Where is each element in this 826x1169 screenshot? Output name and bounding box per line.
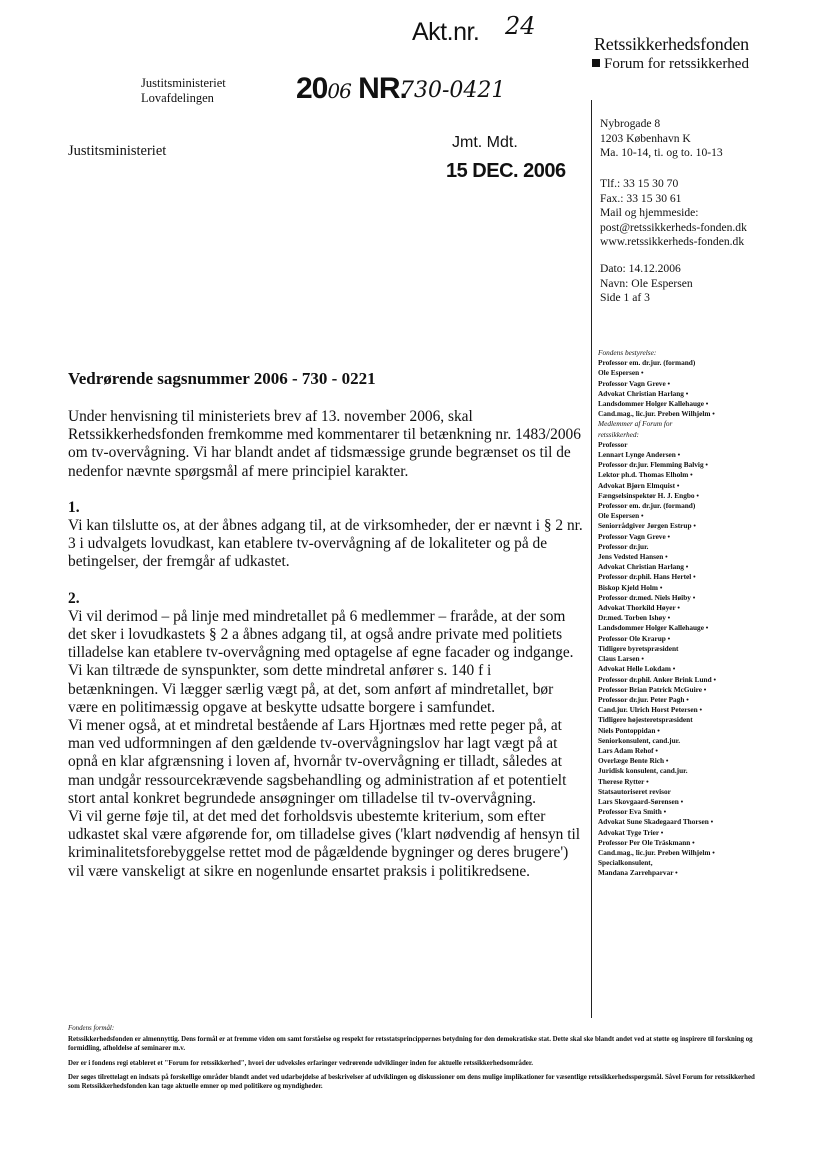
akt-nr-label: Akt.nr.	[412, 18, 480, 46]
letter-subject: Vedrørende sagsnummer 2006 - 730 - 0221	[68, 369, 376, 388]
page-number: Side 1 af 3	[600, 291, 650, 304]
member-item: Professor em. dr.jur. (formand)	[598, 358, 696, 368]
member-item: Tidligere byretspræsident	[598, 643, 679, 653]
member-item: Landsdommer Holger Kallehauge •	[598, 399, 709, 409]
member-item: Claus Larsen •	[598, 654, 644, 664]
member-item: Jens Vedsted Hansen •	[598, 552, 668, 562]
member-item: Lennart Lynge Andersen •	[598, 450, 681, 460]
letter-author: Navn: Ole Espersen	[600, 276, 693, 290]
email: post@retssikkerheds-fonden.dk	[600, 220, 747, 234]
footer-purpose	[68, 1024, 768, 1096]
phone: Tlf.: 33 15 30 70	[600, 177, 679, 190]
member-item: Advokat Christian Harlang •	[598, 562, 689, 572]
member-item: Professor Eva Smith •	[598, 807, 667, 817]
sender-contact: Tlf.: 33 15 30 70 Fax.: 33 15 30 61 Mail og hjemmeside: post@retssikkerheds-fonden.dk www.retssikkerheds-fonden.dk	[600, 177, 747, 248]
member-item: Fængselsinspektør H. J. Engbo •	[598, 490, 699, 500]
journal-nr-stamp	[296, 72, 407, 106]
akt-nr-handwritten: 24	[505, 12, 536, 40]
member-item: Statsautoriseret revisor	[598, 786, 671, 796]
section-2-paragraph-c: Vi vil gerne føje til, at det med det forholdsvis ubestemte kriterium, som efter udkastet skal være afgørende for, om tilladelse gives ('klart nødvendig af hensyn til kriminalitetsforebyggelse rettet mod de pågældende bygninger og deres brugere') vil være vanskeligt at sikre en nogenlunde ensartet praksis i politikredsene.	[68, 808, 581, 880]
member-item: Seniorkonsulent, cand.jur.	[598, 735, 681, 745]
forum-list	[598, 440, 778, 879]
member-item: Mandana Zarrehparvar •	[598, 868, 678, 878]
member-item: Lars Skovgaard-Sørensen •	[598, 796, 684, 806]
member-item: Advokat Thorkild Høyer •	[598, 603, 680, 613]
member-item: Cand.jur. Ulrich Horst Petersen •	[598, 705, 703, 715]
member-item: Niels Pontoppidan •	[598, 725, 660, 735]
journal-year-prefix: 20	[296, 72, 328, 105]
board-members: Fondens bestyrelse: Professor em. dr.jur. (formand) Ole Espersen • Professor Vagn Greve • Advokat Christian Harlang • Landsdommer Holger Kallehauge • Cand.mag., lic.jur. Preben Wilhjelm • Medlemmer af Forum for retssikkerhed: Professor Lennart Lynge Andersen • Professor dr.jur. Flemming Balvig • Lektor ph.d. Thomas Elholm • Advokat Bjørn Elmquist • Fængselsinspektør H. J. Engbo • Professor em. dr.jur. (formand) Ole Espersen • Seniorrådgiver Jørgen Estrup • Professor Vagn Greve • Professor dr.jur. Jens Vedsted Hansen • Advokat Christian Harlang • Professor dr.phil. Hans Hertel • Biskop Kjeld Holm • Professor dr.med. Niels Høiby • Advokat Thorkild Høyer • Dr.med. Torben Ishøy • Landsdommer Holger Kallehauge • Professor Ole Krarup • Tidligere byretspræsident Claus Larsen • Advokat Helle Lokdam • Professor dr.phil. Anker Brink Lund • Professor Brian Patrick McGuire • Professor dr.jur. Peter Pagh • Cand.jur. Ulrich Horst Petersen • Tidligere højesteretspræsident Niels Pontoppidan • Seniorkonsulent, cand.jur. Lars Adam Rehof • Overlæge Bente Rich • Juridisk konsulent, cand.jur. Therese Rytter • Statsautoriseret revisor Lars Skovgaard-Sørensen • Professor Eva Smith • Advokat Sune Skadegaard Thorsen • Advokat Tyge Trier • Professor Per Ole Träskmann • Cand.mag., lic.jur. Preben Wilhjelm • Specialkonsulent, Mandana Zarrehparvar •	[598, 348, 778, 879]
member-item: Ole Espersen •	[598, 511, 644, 521]
member-item: Biskop Kjeld Holm •	[598, 582, 663, 592]
square-bullet-icon	[592, 59, 600, 67]
member-item: Overlæge Bente Rich •	[598, 756, 669, 766]
sender-name: Retssikkerhedsfonden	[594, 34, 749, 54]
member-item: Ole Espersen •	[598, 368, 644, 378]
member-item: Professor Brian Patrick McGuire •	[598, 684, 707, 694]
letter-meta	[600, 262, 693, 306]
sidebar-divider	[591, 100, 592, 1018]
section-1-text: Vi kan tilslutte os, at der åbnes adgang til, at de virksomheder, der er nævnt i § 2 nr. 3 i udvalgets lovudkast, kan etablere tv-overvågning af de lokaliteter og på de betingelser, der fremgår af udkastet.	[68, 517, 583, 571]
journal-nr-label: NR.	[358, 72, 407, 105]
journal-year-handwritten: 06	[327, 79, 351, 103]
footer-heading: Fondens formål:	[68, 1025, 115, 1032]
member-item: Lektor ph.d. Thomas Elholm •	[598, 470, 693, 480]
member-item: Therese Rytter •	[598, 776, 649, 786]
intro-paragraph: Under henvisning til ministeriets brev af 13. november 2006, skal Retssikkerhedsfonden fremkomme med kommentarer til betænkning nr. 1483/2006 om tv-overvågning. Vi har blandt andet af tidsmæssige grunde begrænset os til de nedenfor nævnte spørgsmål af mere principiel karakter.	[68, 408, 581, 480]
member-item: Lars Adam Rehof •	[598, 745, 658, 755]
member-item: Advokat Tyge Trier •	[598, 827, 664, 837]
member-item: Professor	[598, 439, 628, 449]
forum-heading: Medlemmer af Forum for	[598, 419, 673, 429]
section-2-paragraph-a: Vi vil derimod – på linje med mindretallet på 6 medlemmer – fraråde, at der som det sker i lovudkastets § 2 a åbnes adgang til, at også andre private med politiets tilladelse kan etablere tv-overvågning med optagelse af egne facader og indgange. Vi kan tiltræde de synspunkter, som dette mindretal anfører s. 140 f i betænkningen. Vi lægger særlig vægt på, at det, som anført af mindretallet, bør være en politimæssig opgave at beskytte udsatte borgere i samfundet.	[68, 607, 574, 716]
member-item: Professor dr.med. Niels Høiby •	[598, 592, 696, 602]
member-item: Cand.mag., lic.jur. Preben Wilhjelm •	[598, 409, 715, 419]
member-item: Professor em. dr.jur. (formand)	[598, 501, 696, 511]
member-item: Professor Vagn Greve •	[598, 378, 671, 388]
member-item: Professor dr.jur. Peter Pagh •	[598, 694, 689, 704]
member-item: Professor dr.jur. Flemming Balvig •	[598, 460, 708, 470]
member-item: Professor Vagn Greve •	[598, 531, 671, 541]
letter-body	[68, 408, 584, 881]
member-item: Professor dr.phil. Anker Brink Lund •	[598, 674, 717, 684]
member-item: Professor dr.jur.	[598, 541, 649, 551]
board-heading: Fondens bestyrelse:	[598, 348, 657, 357]
section-1-number: 1.	[68, 498, 80, 516]
member-item: Dr.med. Torben Ishøy •	[598, 613, 671, 623]
ministry-line1: Justitsministeriet	[141, 76, 226, 90]
akt-nr-stamp	[412, 18, 479, 47]
fax: Fax.: 33 15 30 61	[600, 191, 682, 205]
member-item: Advokat Bjørn Elmquist •	[598, 480, 680, 490]
section-2-paragraph-b: Vi mener også, at et mindretal bestående af Lars Hjortnæs med rette peger på, at man ved udformningen af den gældende tv-overvågningslov har lagt vægt på at opnå en klar afgrænsning i loven af, hvornår tv-overvågning er tilladt, således at man undgår ressourcekrævende sagsbehandling og administration af et potentielt stort antal konkret begrundede ansøgninger om tilladelse til tv-overvågning.	[68, 717, 567, 807]
member-item: Specialkonsulent,	[598, 858, 653, 868]
addressee: Justitsministeriet	[68, 143, 167, 159]
jmt-stamp: Jmt. Mdt.	[452, 134, 518, 151]
member-item: Juridisk konsulent, cand.jur.	[598, 766, 688, 776]
sender-forum: Forum for retssikkerhed	[592, 56, 749, 73]
member-item: Advokat Christian Harlang •	[598, 388, 689, 398]
ministry-department	[141, 76, 226, 106]
member-item: Professor Ole Krarup •	[598, 633, 671, 643]
member-item: Cand.mag., lic.jur. Preben Wilhjelm •	[598, 847, 715, 857]
footer-paragraph-2: Der er i fondens regi etableret et "Forum for retssikkerhed", hvori der udveksles erfaringer vedrørende udviklinger inden for aktuelle retssikkerhedsområder.	[68, 1059, 534, 1067]
footer-paragraph-1: Retssikkerhedsfonden er almennyttig. Dens formål er at fremme viden om samt forståelse og respekt for retsstatsprincippernes betydning for den demokratiske stat. Dette skal ske blandt andet ved at støtte og inspirere til forskning og formidling, afholdelse af seminarer m.v.	[68, 1036, 753, 1053]
member-item: Professor Per Ole Träskmann •	[598, 837, 695, 847]
board-list	[598, 358, 778, 419]
ministry-line2: Lovafdelingen	[141, 91, 214, 105]
received-date-stamp: 15 DEC. 2006	[446, 160, 566, 182]
member-item: Landsdommer Holger Kallehauge •	[598, 623, 709, 633]
member-item: Advokat Helle Lokdam •	[598, 664, 676, 674]
member-item: Seniorrådgiver Jørgen Estrup •	[598, 521, 696, 531]
section-2-number: 2.	[68, 589, 80, 607]
footer-paragraph-3: Der søges tilrettelagt en indsats på forskellige områder blandt andet ved udarbejdelse af beskrivelser af udviklingen og diskussioner om dens mulige implikationer for væsentlige retssikkerhedsspørgsmål. Såvel Forum for retssikkerhed som Retssikkerhedsfonden kan tage aktuelle emner op med politikere og myndigheder.	[68, 1073, 755, 1091]
member-item: Professor dr.phil. Hans Hertel •	[598, 572, 696, 582]
website: www.retssikkerheds-fonden.dk	[600, 235, 745, 248]
journal-nr-handwritten: 730-0421	[400, 78, 506, 103]
member-item: Advokat Sune Skadegaard Thorsen •	[598, 817, 714, 827]
letter-date: Dato: 14.12.2006	[600, 262, 681, 275]
sender-address: Nybrogade 8 1203 København K Ma. 10-14, ti. og to. 10-13	[600, 117, 723, 159]
member-item: Tidligere højesteretspræsident	[598, 715, 693, 725]
